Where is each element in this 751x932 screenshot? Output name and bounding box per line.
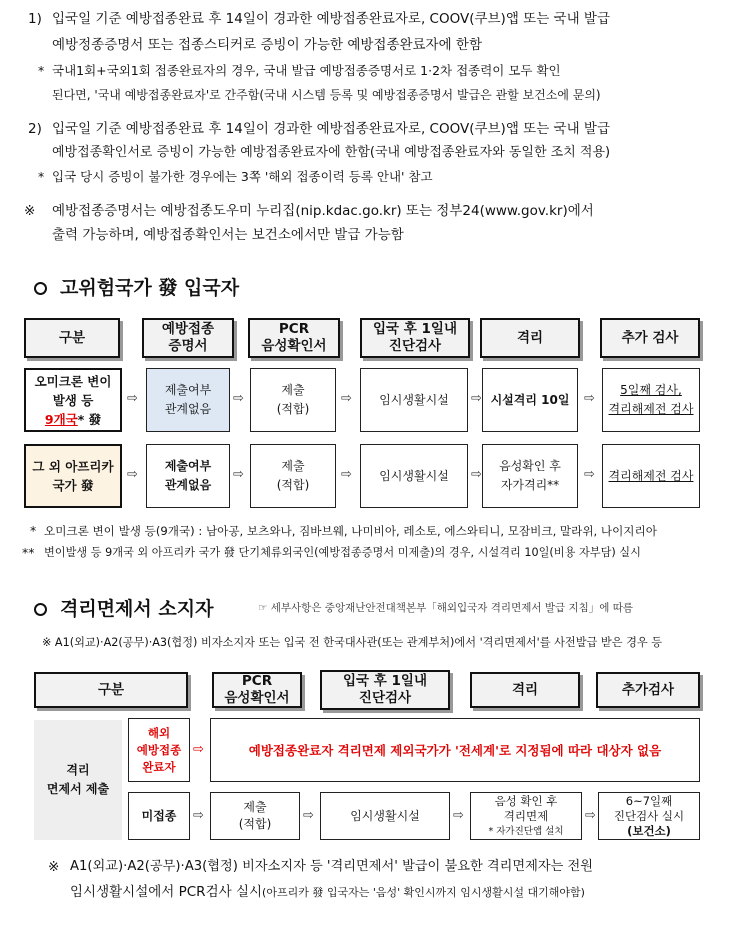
item2-line2: 예방접종확인서로 증빙이 가능한 예방접종완료자에 한함(국내 예방접종완료자와 동일한 조치 적용)	[52, 145, 611, 160]
s2-footer-line1: A1(외교)·A2(공무)·A3(협정) 비자소지자 등 '격리면제서' 발급이 불요한 격리면제자는 전원	[70, 859, 593, 874]
s1-row1-country-count: 9개국	[44, 411, 78, 427]
section2-title: 격리면제서 소지자	[60, 598, 214, 620]
item2-line1: 입국일 기준 예방접종완료 후 14일이 경과한 예방접종완료자로, COOV(쿠브)앱 또는 국내 발급	[52, 121, 610, 137]
s1-row1-day1: 임시생활시설	[360, 368, 468, 432]
item1-line1: 입국일 기준 예방접종완료 후 14일이 경과한 예방접종완료자로, COOV(쿠브)앱 또는 국내 발급	[52, 11, 610, 27]
s1-note1: 오미크론 변이 발생 등(9개국) : 남아공, 보츠와나, 짐바브웨, 나미비아, 레소토, 에스와티니, 모잠비크, 말라위, 나이지리아	[44, 524, 657, 538]
s1-row2-pcr: 제출 (적합)	[250, 444, 336, 508]
arrow-icon: ⇨	[585, 808, 596, 823]
item2-note-line1: 입국 당시 증빙이 불가한 경우에는 3쪽 '해외 접종이력 등록 안내' 참고	[52, 169, 433, 184]
item1-note-mark: *	[38, 63, 45, 78]
arrow-icon: ⇨	[471, 467, 482, 482]
section2-side-note: ☞ 세부사항은 중앙재난안전대책본부「해외입국자 격리면제서 발급 지침」에 따름	[258, 602, 634, 614]
item1-note-line1: 국내1회+국외1회 접종완료자의 경우, 국내 발급 예방접종증명서로 1·2차 접종력이 모두 확인	[52, 63, 561, 78]
s2-row2-quarantine-note: * 자가진단앱 설치	[488, 825, 564, 837]
s1-row1-cert: 제출여부 관계없음	[146, 368, 230, 432]
s1-row2-quarantine: 음성확인 후 자가격리**	[482, 444, 578, 508]
s1-row2-cert: 제출여부 관계없음	[146, 444, 230, 508]
arrow-icon: ⇨	[193, 742, 204, 757]
s1-row1-pcr: 제출 (적합)	[250, 368, 336, 432]
arrow-icon: ⇨	[193, 808, 204, 823]
s1-row2-category: 그 외 아프리카 국가 發	[24, 444, 122, 508]
s1-row1-quarantine: 시설격리 10일	[482, 368, 578, 432]
s1-header-pcr: PCR 음성확인서	[248, 318, 340, 358]
s1-row1-extra: 5일째 검사, 격리해제전 검사	[602, 368, 700, 432]
item1-num: 1)	[28, 11, 42, 27]
arrow-icon: ⇨	[584, 391, 595, 406]
item2-note-mark: *	[38, 169, 45, 184]
section2-sub-note: ※ A1(외교)·A2(공무)·A3(협정) 비자소지자 또는 입국 전 한국대사관(또는 관계부처)에서 '격리면제서'를 사전발급 받은 경우 등	[42, 636, 663, 649]
section1-bullet-icon	[34, 280, 47, 299]
s2-row2-quarantine: 음성 확인 후 격리면제 * 자가진단앱 설치	[470, 792, 582, 840]
s2-row1-label: 해외 예방접종 완료자	[128, 718, 190, 782]
s1-row1-category: 오미크론 변이 발생 등 9개국* 發	[24, 368, 122, 432]
s1-row2-extra: 격리해제전 검사	[602, 444, 700, 508]
s1-note1-mark: *	[30, 523, 37, 538]
arrow-icon: ⇨	[471, 391, 482, 406]
s2-footer-line2: 임시생활시설에서 PCR검사 실시(아프리카 發 입국자는 '음성' 확인시까지 임시생활시설 대기해야함)	[70, 884, 585, 900]
s1-header-quarantine: 격리	[480, 318, 580, 358]
s2-row2-day1: 임시생활시설	[320, 792, 450, 840]
item1-line2: 예방정종증명서 또는 접종스티커로 증빙이 가능한 예방접종완료자에 한함	[52, 37, 483, 53]
arrow-icon: ⇨	[127, 391, 138, 406]
s2-header-pcr: PCR 음성확인서	[212, 672, 302, 708]
arrow-icon: ⇨	[341, 467, 352, 482]
s2-header-day1: 입국 후 1일내 진단검사	[320, 670, 450, 710]
s1-header-extra: 추가 검사	[600, 318, 700, 358]
s2-header-category: 구분	[34, 672, 188, 708]
item1-note-line2: 된다면, '국내 예방접종완료자'로 간주함(국내 시스템 등록 및 예방접종증명서 발급은 관할 보건소에 문의)	[52, 88, 601, 102]
arrow-icon: ⇨	[341, 391, 352, 406]
s1-note2: 변이발생 등 9개국 외 아프리카 국가 發 단기체류외국인(예방접종증명서 미제출)의 경우, 시설격리 10일(비용 자부담) 실시	[44, 546, 641, 559]
s1-header-day1: 입국 후 1일내 진단검사	[360, 318, 470, 358]
s2-header-extra: 추가검사	[596, 672, 700, 708]
s1-note2-mark: **	[22, 545, 35, 560]
remark-line2: 출력 가능하며, 예방접종확인서는 보건소에서만 발급 가능함	[52, 227, 404, 243]
arrow-icon: ⇨	[233, 467, 244, 482]
arrow-icon: ⇨	[127, 467, 138, 482]
section2-bullet-icon	[34, 601, 47, 620]
section1-title: 고위험국가 發 입국자	[60, 277, 240, 299]
s2-row2-pcr: 제출 (적합)	[210, 792, 300, 840]
arrow-icon: ⇨	[584, 467, 595, 482]
s2-footer-mark: ※	[48, 859, 60, 875]
s1-header-cert: 예방접종 증명서	[142, 318, 234, 358]
s2-row2-label: 미접종	[128, 792, 190, 840]
arrow-icon: ⇨	[303, 808, 314, 823]
arrow-icon: ⇨	[453, 808, 464, 823]
remark-line1: 예방접종증명서는 예방접종도우미 누리집(nip.kdac.go.kr) 또는 정부24(www.gov.kr)에서	[52, 203, 594, 219]
s2-row2-extra: 6~7일째 진단검사 실시 (보건소)	[598, 792, 700, 840]
s2-row1-message: 예방접종완료자 격리면제 제외국가가 '전세계'로 지정됨에 따라 대상자 없음	[210, 718, 700, 782]
s1-header-category: 구분	[24, 318, 120, 358]
item2-num: 2)	[28, 121, 42, 137]
arrow-icon: ⇨	[233, 391, 244, 406]
s2-group-label: 격리 면제서 제출	[34, 720, 122, 840]
s2-header-quarantine: 격리	[470, 672, 580, 708]
remark-mark: ※	[24, 203, 36, 219]
s1-row2-day1: 임시생활시설	[360, 444, 468, 508]
